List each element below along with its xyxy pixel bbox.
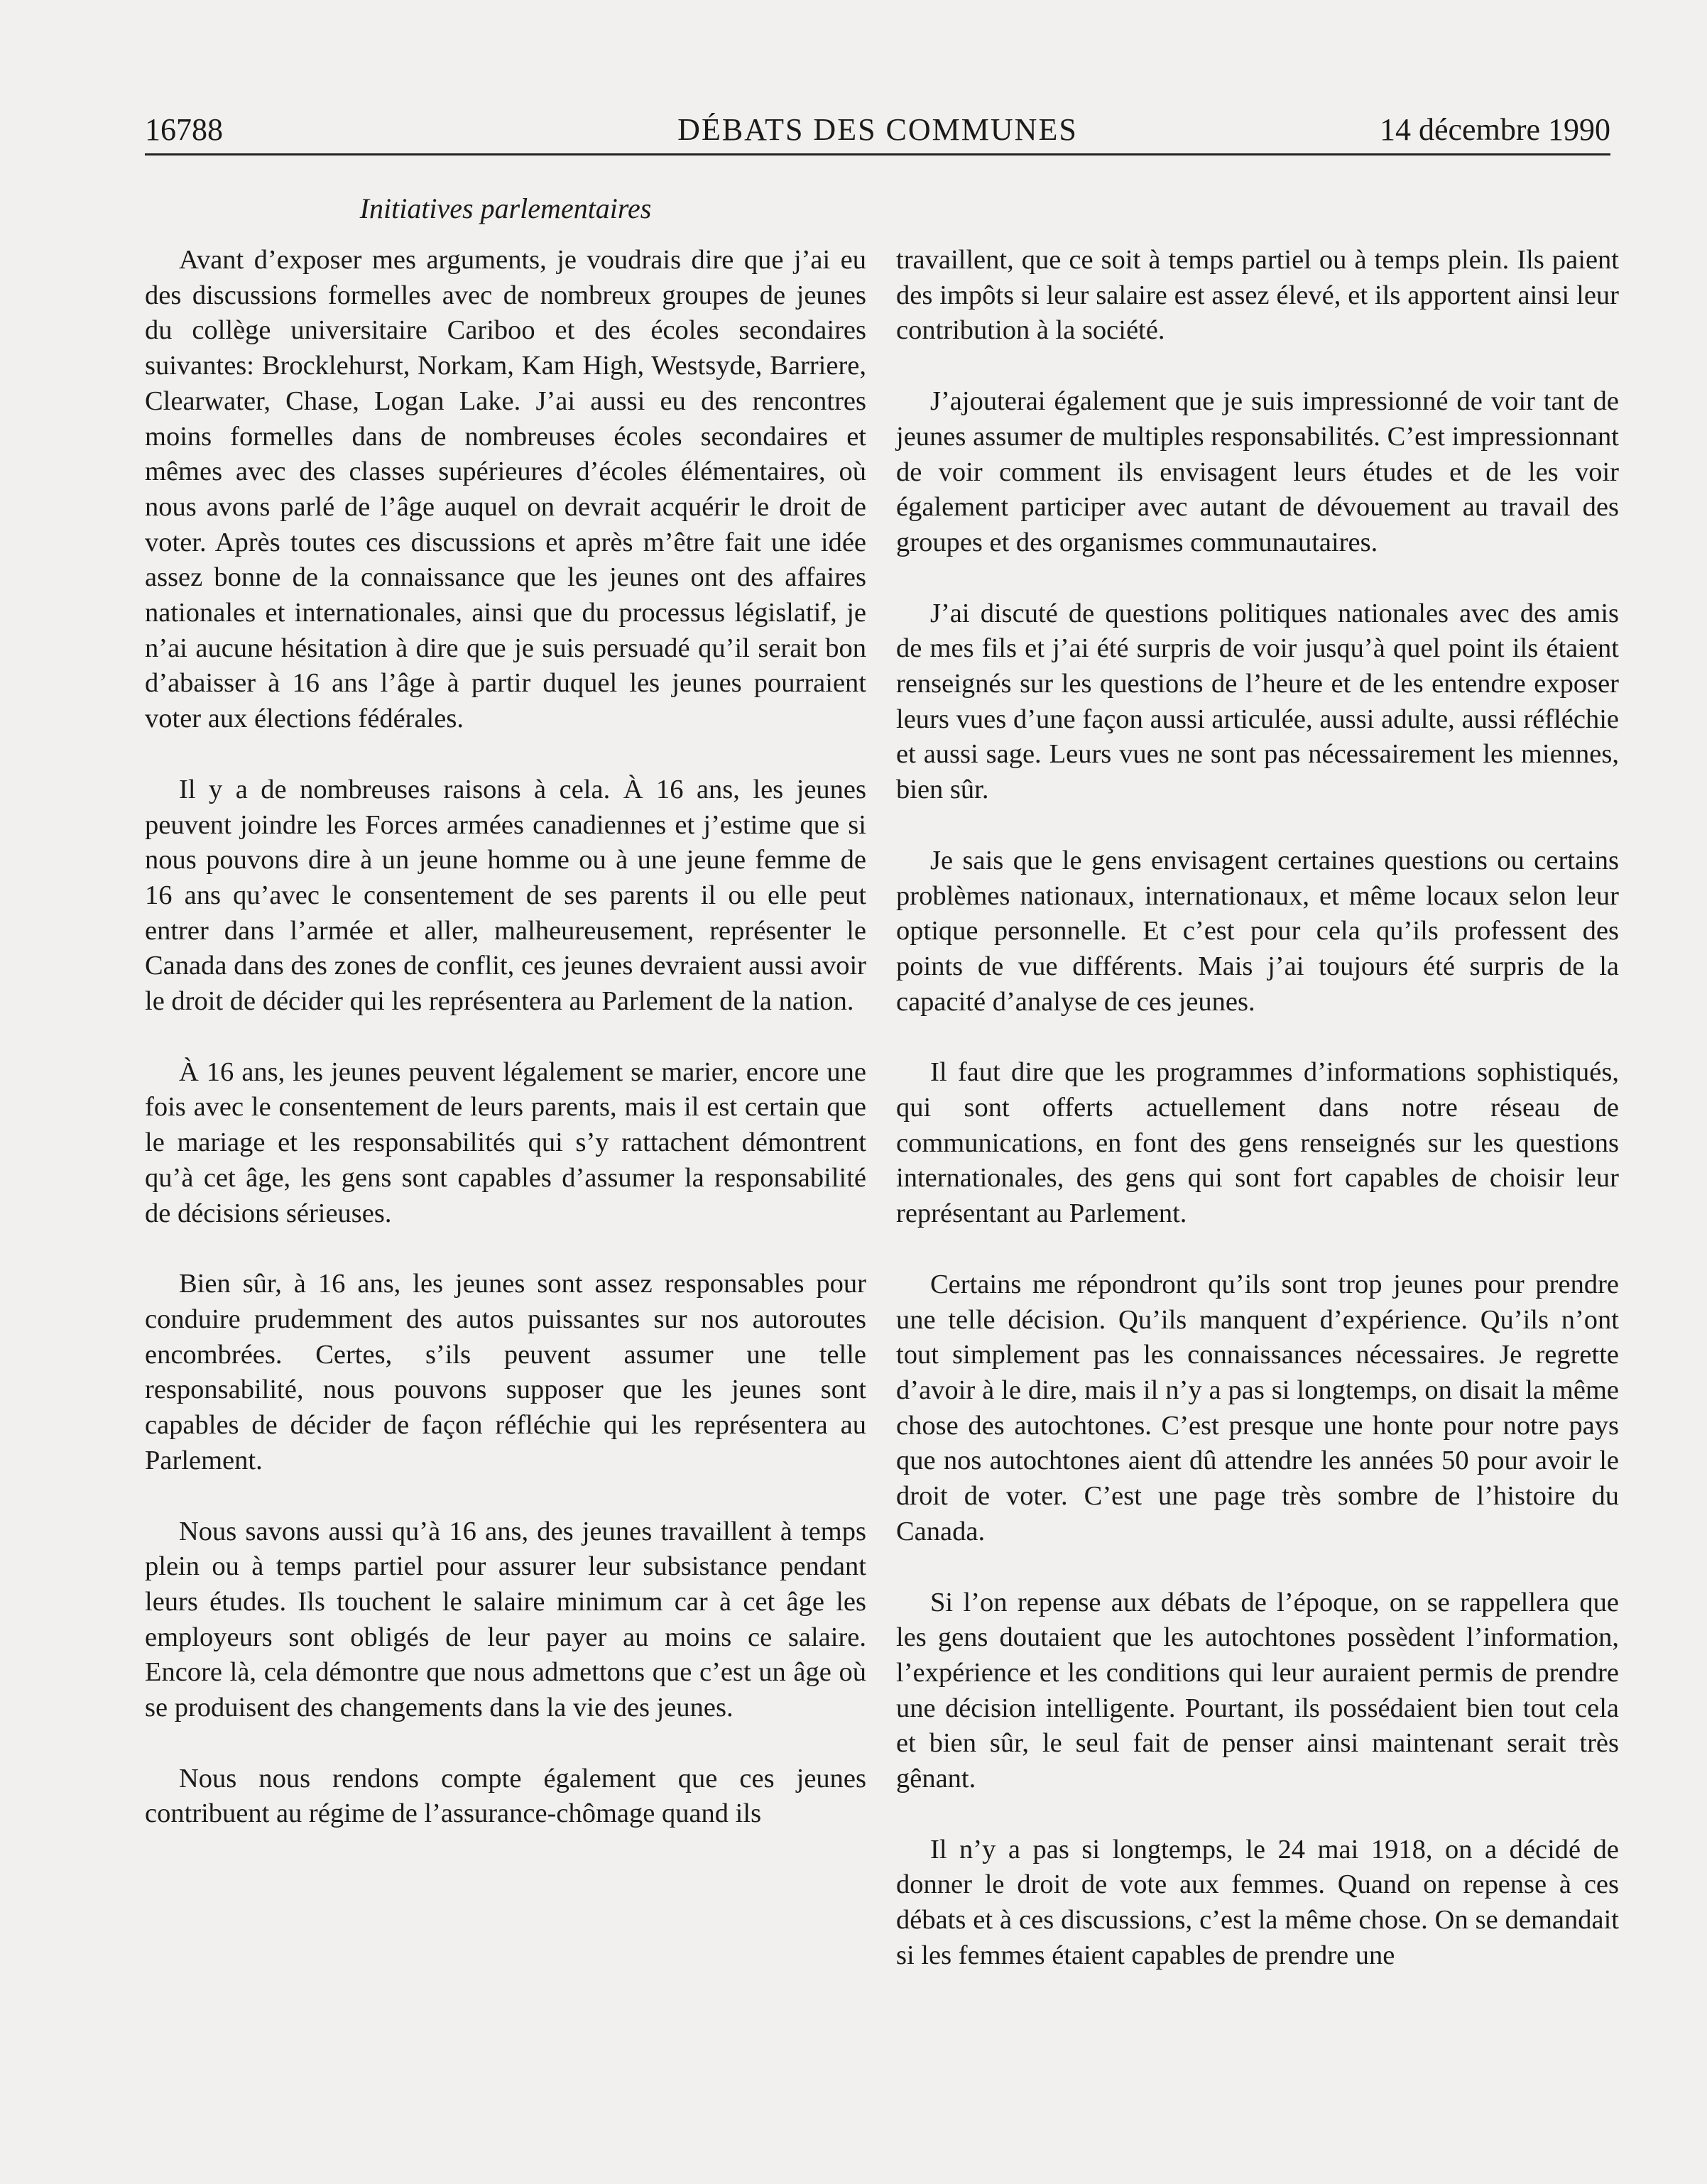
section-title: Initiatives parlementaires [359, 192, 652, 224]
issue-date: 14 décembre 1990 [1380, 112, 1610, 147]
header-rule [145, 153, 1610, 155]
running-header [145, 107, 1610, 153]
paragraph: Si l’on repense aux débats de l’époque, on se rappellera que les gens doutaient que les autochtones possèdent l’information, l’expérience et les conditions qui leur auraient permis de prendre une décision intelligente. Pourtant, ils possédaient bien tout cela et bien sûr, le seul fait de penser ainsi maintenant serait très gênant. [896, 1587, 1619, 1794]
paragraph: Je sais que le gens envisagent certaines questions ou certains problèmes nationaux, internationaux, et même locaux selon leur optique personnelle. Et c’est pour cela qu’ils professent des points de vue différents. Mais j’ai toujours été surpris de la capacité d’analyse de ces jeunes. [896, 845, 1619, 1017]
paragraph: J’ajouterai également que je suis impressionné de voir tant de jeunes assumer de multiples responsabilités. C’est impressionnant de voir comment ils envisagent leurs études et de les voir également participer avec autant de dévouement au travail des groupes et des organismes communautaires. [896, 386, 1619, 557]
paragraph: Bien sûr, à 16 ans, les jeunes sont assez responsables pour conduire prudemment des autos puissantes sur nos autoroutes encombrées. Certes, s’ils peuvent assumer une telle responsabilité, nous pouvons supposer que les jeunes sont capables de décider de façon réfléchie qui les représentera au Parlement. [145, 1269, 866, 1475]
paragraph: Avant d’exposer mes arguments, je voudrais dire que j’ai eu des discussions formelles avec de nombreux groupes de jeunes du collège universitaire Cariboo et des écoles secondaires suivantes: Brocklehurst, Norkam, Kam High, Westsyde, Barriere, Clearwater, Chase, Logan Lake. J’ai aussi eu des rencontres moins formelles dans de nombreuses écoles secondaires et mêmes avec des classes supérieures d’écoles élémentaires, où nous avons parlé de l’âge auquel on devrait acquérir le droit de voter. Après toutes ces discussions et après m’être fait une idée assez bonne de la connaissance que les jeunes ont des affaires nationales et internationales, ainsi que du processus législatif, je n’ai aucune hésitation à dire que je suis persuadé qu’il serait bon d’abaisser à 16 ans l’âge à partir duquel les jeunes pourraient voter aux élections fédérales. [145, 245, 866, 734]
paragraph: Il y a de nombreuses raisons à cela. À 16 ans, les jeunes peuvent joindre les Forces armées canadiennes et j’estime que si nous pouvons dire à un jeune homme ou à une jeune femme de 16 ans qu’avec le consentement de ses parents il ou elle peut entrer dans l’armée et aller, malheureusement, représenter le Canada dans des zones de conflit, ces jeunes devraient aussi avoir le droit de décider qui les représentera au Parlement de la nation. [145, 774, 866, 1017]
left-column [145, 243, 866, 1867]
paragraph: Il n’y a pas si longtemps, le 24 mai 1918, on a décidé de donner le droit de vote aux femmes. Quand on repense à ces débats et à ces discussions, c’est la même chose. On se demandait si les femmes étaient capables de prendre une [896, 1834, 1619, 1970]
page-number: 16788 [145, 112, 223, 147]
right-column [896, 243, 1619, 2009]
journal-title: DÉBATS DES COMMUNES [677, 112, 1078, 147]
paragraph: Nous savons aussi qu’à 16 ans, des jeunes travaillent à temps plein ou à temps partiel pour assurer leur subsistance pendant leurs études. Ils touchent le salaire minimum car à cet âge les employeurs sont obligés de leur payer au moins ce salaire. Encore là, cela démontre que nous admettons que c’est un âge où se produisent des changements dans la vie des jeunes. [145, 1516, 866, 1723]
paragraph: À 16 ans, les jeunes peuvent légalement se marier, encore une fois avec le consentement de leurs parents, mais il est certain que le mariage et les responsabilités qui s’y rattachent démontrent qu’à cet âge, les gens sont capables d’assumer la responsabilité de décisions sérieuses. [145, 1056, 866, 1228]
paragraph: Il faut dire que les programmes d’informations sophistiqués, qui sont offerts actuellement dans notre réseau de communications, en font des gens renseignés sur les questions internationales, des gens qui sont fort capables de choisir leur représentant au Parlement. [896, 1057, 1619, 1229]
paragraph: travaillent, que ce soit à temps partiel ou à temps plein. Ils paient des impôts si leur salaire est assez élevé, et ils apportent ainsi leur contribution à la société. [896, 245, 1619, 346]
paragraph: Nous nous rendons compte également que ces jeunes contribuent au régime de l’assurance-chômage quand ils [145, 1763, 866, 1829]
paragraph: Certains me répondront qu’ils sont trop jeunes pour prendre une telle décision. Qu’ils manquent d’expérience. Qu’ils n’ont tout simplement pas les connaissances nécessaires. Je regrette d’avoir à le dire, mais il n’y a pas si longtemps, on disait la même chose des autochtones. C’est presque une honte pour notre pays que nos autochtones aient dû attendre les années 50 pour avoir le droit de voter. C’est une page très sombre de l’histoire du Canada. [896, 1269, 1619, 1546]
paragraph: J’ai discuté de questions politiques nationales avec des amis de mes fils et j’ai été surpris de voir jusqu’à quel point ils étaient renseignés sur les questions de l’heure et de les entendre exposer leurs vues d’une façon aussi articulée, aussi adulte, aussi réfléchie et aussi sage. Leurs vues ne sont pas nécessairement les miennes, bien sûr. [896, 598, 1619, 805]
